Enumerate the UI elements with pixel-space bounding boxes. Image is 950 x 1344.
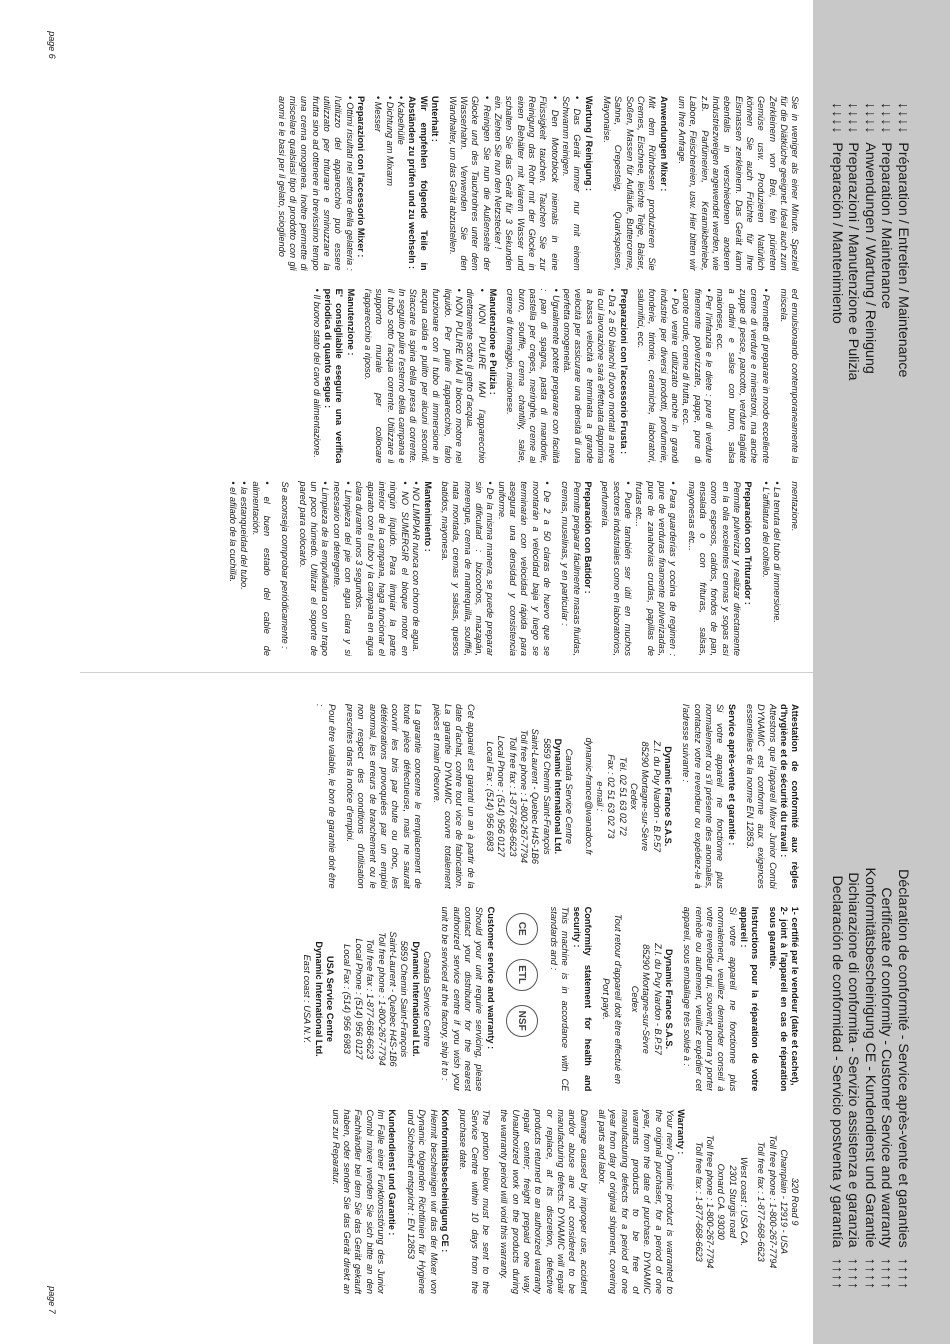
paragraph: La garantie concerne le remplacement de toute pièce défectueuse, mais ne saurait couvrir les bris par chute ou choc, les détériorations provoquées par un emploi anormal, les erreurs de branchement ou le non respect des conditions d'utilisation prescrites dans la notice d'emploi. <box>345 704 424 889</box>
bullet-item: • la estanqueidad del tubo. <box>238 481 249 656</box>
bullet-item: • Limpieza de la empuñadura con un trapo un poco húmedo. Utilizar el soporte de pared para colocarlo. <box>296 481 330 656</box>
paragraph: Mit dem Rührbesen produzieren Sie Cremes, Eischnee, leichte Teige, Baiser, Soßen, Massen für Aufläufe, Buttercreme, Sahne, Crepesteig, Quarkspeisen, Mayonaise. <box>602 96 658 271</box>
fax-line: Local Fax : (514) 956 6983 <box>342 944 353 1054</box>
address-line: Oxnard CA. 93030 <box>716 1163 727 1240</box>
arrow-down-icon: ↓↓↓↓ <box>878 102 895 135</box>
bullet-item: • Das Gerät immer nur mit einem Schwamm reinigen. <box>560 96 583 271</box>
address-line: Canada Service Centre <box>421 951 432 1047</box>
top-columns <box>101 96 801 656</box>
phone-line: Toll free phone : 1-800-267-7794 <box>767 1134 778 1269</box>
phone-line: Local Phone : (514) 956 0127 <box>496 735 507 857</box>
bullet-item: • Messer <box>372 96 383 271</box>
section-heading: Warranty : <box>676 1109 687 1155</box>
section-heading: Kundendienst und Garantie : <box>387 1109 398 1236</box>
fax-line: Toll free fax : 1-877-668-6623 <box>507 736 518 857</box>
section-heading: Service après-vente et garantie : <box>726 704 737 846</box>
paragraph: mentazione. <box>790 481 801 532</box>
section-heading: Attestation de conformité aux règles d'hygiène et de sécurité du travail : <box>779 704 801 889</box>
page-number-bottom: page 7 <box>46 1286 57 1314</box>
section-heading: Customer service and warranty : <box>485 906 496 1050</box>
paragraph: Permite pulverizar y realizar directamente en la olla excelentes cremas y sopas así como espesos, caldos, fondos de pan, ensalada o con frituras, salsas, mayonesas etc... <box>686 481 743 657</box>
etl-logo: ETL <box>506 959 538 991</box>
paragraph: Tout retour d'appareil doit être effectué en Port payé. <box>601 914 623 1084</box>
address-line: USA Service Centre <box>325 956 336 1042</box>
bullet-item: • Per l'infanzia e le diete : pure di verdure finemente polverizzate, pappe, pure di carote crude, creme di frutta, ecc. <box>680 289 714 464</box>
address-line: Canada Service Centre <box>564 748 575 845</box>
bullet-item: • NO LIMPIAR nunca con chorro de agua. <box>410 481 421 656</box>
address-line: 320 Road 9 <box>790 1177 801 1226</box>
address-line: Cedex <box>630 985 641 1013</box>
bullet-item: • Da 2 a 50 bianchi d'uovo montati a neve la cui lavorazione sarà effettuata dapprima a bassa velocità e terminata a grande velocità per assicurare una densità di una perfetta omogeneità. <box>561 289 618 464</box>
bullet-item: • De la misma manera, se puede preparar sin dificultad : bizcochos, mazapán, merengue, crema de mantequilla, soufflé, nata montada, cremas y salsas, quesos batidos, mayonesa. <box>439 481 496 656</box>
bottom-column-3 <box>101 1109 801 1294</box>
ce-logo: CE <box>506 913 538 945</box>
section-heading: Preparación con Triturador : <box>743 481 754 605</box>
phone-line: Toll free phone : 1-800-267-7794 <box>705 1134 716 1269</box>
section-heading: Unterhalt : <box>430 96 441 142</box>
paragraph: Si votre appareil ne fonctionne plus normalement, veuillez demander conseil à votre revendeur qui, souvent, pourra y porter remède ou autrement, veuillez expédier cet appareil, sous emballage très solide à : <box>682 906 738 1092</box>
address-line: Cedex <box>629 783 640 810</box>
header-line-en: Certificate of conformity - Customer Service and warranty ↑↑↑↑ <box>878 887 895 1290</box>
section-heading: Manutenzione : <box>345 288 356 356</box>
paragraph: Sie in weniger als einer Minute. Speziell für die Diätküche geeignet. Ideal auch zum Zerkleinern von Brei, fein pürierten Gemüse usw. Produzieren Natürlich können Sie auch Früchte für Ihre Eismassen zerkleinern. Das Gerät kann ebenfalls in verschiedenen anderen Industriezweigen angewendet werden, wie z.B. Parfümerien, Keramikbetriebe, Labore, Fleischereien, usw. Hier bitten wir um Ihre Anfrage. <box>677 96 801 271</box>
arrow-up-icon: ↑↑↑↑ <box>845 1257 862 1290</box>
certification-logos <box>506 913 538 1092</box>
fax-line: Local Fax : (514) 956 6983 <box>484 741 495 852</box>
header-line-it: ↓↓↓↓Preparazioni / Manutenzione e Pulizia <box>845 102 862 381</box>
bullet-item: • Permette di preparare in modo eccellente creme di verdure e minestroni, ma anche zuppe di pesce, pancotto, verdure tagliate a dadini e salse con burro, salsa maionese, ecc. <box>714 289 771 464</box>
address-line: Z.I. du Puy Nardon - B.P.57 <box>652 943 663 1055</box>
paragraph: Pour être valable, le bon de garantie doit être : <box>315 704 337 889</box>
page-number-top: page 6 <box>46 31 57 59</box>
bullet-item: • Dichtung am Mixarm <box>383 96 394 271</box>
header-line-it: Dichiarazione di conformita - Servizio assistenza e garanzia ↑↑↑↑ <box>845 872 862 1290</box>
phone-line: Toll free phone : 1-800-267-7794 <box>376 932 387 1066</box>
top-column-2 <box>101 289 801 464</box>
arrow-up-icon: ↑↑↑↑ <box>878 1257 895 1290</box>
arrow-down-icon: ↓↓↓↓ <box>862 102 878 135</box>
bottom-column-1 <box>101 704 801 889</box>
bullet-item: • NO SUMERGIR el bloque motor en ningún líquido. Para limpiar la parte interior de la campana, haga funcionar el aparato con el tubo y la campana en agua clara durante unos 3 segundos. <box>353 481 410 656</box>
address-line: West coast : USA CA. <box>739 1157 750 1247</box>
arrow-up-icon: ↑↑↑↑ <box>829 1257 845 1290</box>
bottom-columns <box>101 704 801 1294</box>
address-line: Champlain - 12919 - USA <box>779 1149 790 1255</box>
address-line: Dynamic International Ltd. <box>410 941 421 1057</box>
arrow-up-icon: ↑↑↑↑ <box>895 1257 911 1290</box>
header-line-es: ↓↓↓↓Preparación / Mantenimiento <box>829 102 845 324</box>
section-heading: Wartung / Reinigung : <box>583 96 594 192</box>
address-line: 5859 Chemin Saint-François <box>541 738 552 855</box>
nsf-logo: NSF <box>506 1005 538 1037</box>
section-heading: Instructions pour la réparation de votre appareil : <box>739 906 761 1092</box>
bottom-headers <box>829 704 912 1294</box>
section-heading: Preparazioni con l'accessorio Frusta : <box>618 288 629 455</box>
bullet-item: • De 2 a 50 claras de huevo que se montarán a velocidad baja y luego se terminarán con velocidad rápida para asegurar una densidad y consistencia uniforme. <box>495 481 552 656</box>
arrow-down-icon: ↓↓↓↓ <box>895 102 911 135</box>
address-line: Saint-Laurent - Quebec H4S-1B6 <box>530 728 541 864</box>
phone-line: Toll free phone : 1-800-267-7794 <box>518 729 529 864</box>
section-heading: Konformitätsbescheinigung CE : <box>439 1109 450 1253</box>
header-line-en: ↓↓↓↓Preparation / Maintenance <box>878 102 895 309</box>
address-line: Saint-Laurent - Quebec H4S-1B6 <box>387 931 398 1067</box>
address-line: Dynamic France S.A.S. <box>664 948 675 1050</box>
bullet-item: • NON PULIRE MAI il blocco motore nel liquido. Per pulire l'apparecchio, farlo funzionare con il tubo di immersione in acqua calda e pulito per alcuni secondi. Staccare la spina della presa di corrente. In seguito pulire l'esterno della campana e il tubo sotto l'acqua corrente. Utilizzare il supporto murale per collocare l'apparecchio a riposo. <box>362 289 464 464</box>
bullet-item: • Ugualmente potete preparare con facilità : pan di spagna, pasta di mandorle, pastella per crepes, meringhe, creme al burro, souffle, crema chantilly, salse, creme di formaggio, maionese. <box>504 289 561 464</box>
bullet-item: • Limpieza del pie con agua clara y si necesario con detergente. <box>330 481 353 656</box>
fax-line: Fax : 02 51 63 02 73 <box>606 754 617 839</box>
email-address[interactable]: dynamic-france@wanadoo.fr <box>583 737 594 856</box>
bold-paragraph: Wir empfehlen folgende Teile in Abständen zu prüfen und zu wechseln : <box>407 96 429 271</box>
phone-line: Local Phone : (514) 956 0127 <box>353 938 364 1060</box>
page-divider <box>80 672 813 673</box>
section-heading: Mantenimiento : <box>422 481 433 552</box>
bullet-item: • Il buono stato del cavo di alimentazione. <box>310 289 321 464</box>
bullet-item: • Può venire utilizzato anche in grandi industrie per diversi prodotti, profumerie, fonderie, tintorie, ceramiche, laboratori, salumifici, ecc. <box>635 289 680 464</box>
paragraph: Cet appareil est garanti un an à partir de la date d'achat, contre tout vice de fabrication. La garantie DYNAMIC couvre totalement pièces et main d'oeuvre. <box>431 704 476 889</box>
paragraph: Si votre appareil ne fonctionne plus normalement ou s'il présente des anomalies, contactez votre revendeur ou expédiez-le à l'adresse suivante : <box>681 704 726 889</box>
fax-line: Toll free fax : 1-877-668-6623 <box>756 1141 767 1262</box>
section-heading: 2- joint à l'appareil en cas de réparation sous garantie. <box>767 906 790 1092</box>
address-line: 5859 Chemin Saint-François <box>399 940 410 1058</box>
header-line-fr: ↓↓↓↓Préparation / Entretien / Maintenance <box>895 102 911 378</box>
fax-line: Toll free fax : 1-877-668-6623 <box>693 1141 704 1262</box>
paragraph: Attestons que l'appareil Mixer Junior Combi DYNAMIC est conforme aux exigences essentielles de la norme EN 12853. <box>745 704 778 889</box>
bullet-item: • Puede también ser útil en muchos sectores industriales como en laboratorios, perfumería. <box>599 481 633 656</box>
paragraph: Hiermit bescheinigen wir das der Mixer von Dynamic folgenden Richtlinien für Hygiene und Sicherheit entspricht : EN 12853 <box>405 1109 439 1295</box>
bullet-item: • Den Motorblock niemals in eine Flüssigkeit tauchen. Tauchen Sie zur Reinigung das Rohr mit der Glocke in einen Behälter mit klarem Wasser und schalten Sie das Gerät für 3 Sekunden ein. Ziehen Sie nun den Netzstecker ! <box>492 96 560 271</box>
bullet-item: • Kabelhülle <box>395 96 406 271</box>
address-line: Dynamic International Ltd. <box>313 941 324 1057</box>
paragraph: Permite preparar fácilmente masas fluidas, cremas, muselinas, y en particular : <box>560 481 582 657</box>
bullet-item: • el buen estado del cable de alimentación. <box>249 481 272 656</box>
bullet-item: • el afilado de la cuchilla. <box>227 481 238 656</box>
address-line: Dynamic International Ltd. <box>552 738 563 855</box>
top-column-3 <box>101 481 801 656</box>
header-line-de: ↓↓↓↓Anwendungen / Wartung / Reinigung <box>862 102 878 374</box>
arrow-down-icon: ↓↓↓↓ <box>845 102 862 135</box>
section-heading: 1- certifié par le vendeur (date et cachet), <box>790 906 801 1086</box>
section-heading: Preparación con Batidor : <box>583 481 593 594</box>
top-headers <box>829 96 912 656</box>
bullet-item: • NON PULIRE MAI l'apparecchio direttamente sotto il getto d'acqua. <box>464 289 487 464</box>
section-heading: Anwendungen Mixer : <box>658 96 669 192</box>
header-line-de: Konformitätsbescheinigung CE - Kundendienst und Garantie ↑↑↑↑ <box>862 867 878 1290</box>
section-heading: Manutenzione e Pulizia : <box>487 288 498 395</box>
bold-paragraph: E' consigliabile eseguire una verifica periodica di quanto segue : <box>323 288 345 464</box>
paragraph: Should your unit require servicing, please contact your distributor for the nearest authorized service centre if you wish your unit to be serviced at the factory, ship it to : <box>440 906 485 1092</box>
header-line-fr: Déclaration de conformité - Service après-vente et garanties ↑↑↑↑ <box>895 869 911 1290</box>
arrow-down-icon: ↓↓↓↓ <box>829 102 845 135</box>
paragraph: Your new Dynamic product is warranted to the original purchaser, for a period of one year, from the date of purchase. DYNAMIC warrants products to be free of manufacturing defects for a period of one year from day of original shipment, covering all parts and labor. <box>597 1109 676 1295</box>
top-column-1 <box>101 96 801 271</box>
header-line-es: Declaración de conformidad - Servicio postventa y garantía ↑↑↑↑ <box>829 875 845 1290</box>
email-label: e-mail : <box>595 781 605 812</box>
bullet-item: • L'affilatura del coltello. <box>759 481 770 656</box>
fax-line: Toll free fax : 1-877-668-6623 <box>365 938 376 1060</box>
paragraph: Damage caused by improper use, accident and/or abuse are not considered to be manufacturing defects. DYNAMIC will repair or replace, at its discretion, defective products returned to an authorized warranty repair center; freight prepaid one way. Unauthorized work on the products during the warranty period will void this warranty. <box>499 1109 589 1295</box>
address-line: 85290 Mortagne-sur-Sèvre <box>640 741 651 852</box>
bullet-item: • La tenuta del tubo di immersione. <box>771 481 782 656</box>
top-section <box>81 96 911 656</box>
paragraph: The portion below must be sent to the Service Centre within 10 days from the purchase date. <box>458 1109 491 1295</box>
paragraph: ed emulsionando contemporaneamente la miscela. <box>779 288 801 464</box>
bottom-section <box>81 704 911 1294</box>
address-line: Dynamic France S.A.S. <box>663 746 674 847</box>
section-heading: Conformity statement for health and security : <box>571 906 593 1092</box>
address-line: 2301 Sturgis road <box>727 1165 738 1238</box>
bullet-item: • Ottimi risultati nel settore della gelateria : l'utilizzo del apparecchio può essere utilizzato per triturare e sminuzzare la frutta sino ad ottenere in brevissimo tempo una crema omogenea. Inoltre permette di miscelare qualsiasi tipo di prodotto con gli aromi e le basi per il gelato, sciogliendo <box>275 96 354 271</box>
arrow-up-icon: ↑↑↑↑ <box>862 1257 878 1290</box>
paragraph: Se aconseja comprobar periódicamente : <box>280 481 291 649</box>
bottom-column-2 <box>101 907 801 1092</box>
bullet-item: • Para guarderías y cocina de regimen : pure de verduras finamente pulverizadas, pure de zanahorias crudas, papillas de frutas etc... <box>633 481 678 656</box>
section-heading: Preparazioni con l'accessorio Mixer : <box>356 96 367 258</box>
paragraph: This machine is in accordance with CE standards and : <box>548 906 571 1092</box>
address-line: 85290 Mortagne-sur-Sèvre <box>641 944 652 1054</box>
address-line: Z.I. du Puy Nardon - B.P.57 <box>651 740 662 853</box>
bullet-item: • Reinigen Sie nun die Außenseite der Glocke und des Tauchrohres unter dem Wasserhahn. Verwenden Sie den Wandhalter, um das Gerät abzustellen. <box>446 96 491 271</box>
address-line: East coast : USA N.Y. <box>302 954 313 1044</box>
paragraph: Im Falle einer Funktionsstörung des Junior Combi mixer wenden Sie sich bitte an den Fachhändler bei dem Sie das Gerät gekauft haben, oder senden Sie das Gerät direkt an uns zur Reparatur. <box>330 1109 387 1295</box>
phone-line: Tél. 02 51 63 02 72 <box>617 756 628 836</box>
